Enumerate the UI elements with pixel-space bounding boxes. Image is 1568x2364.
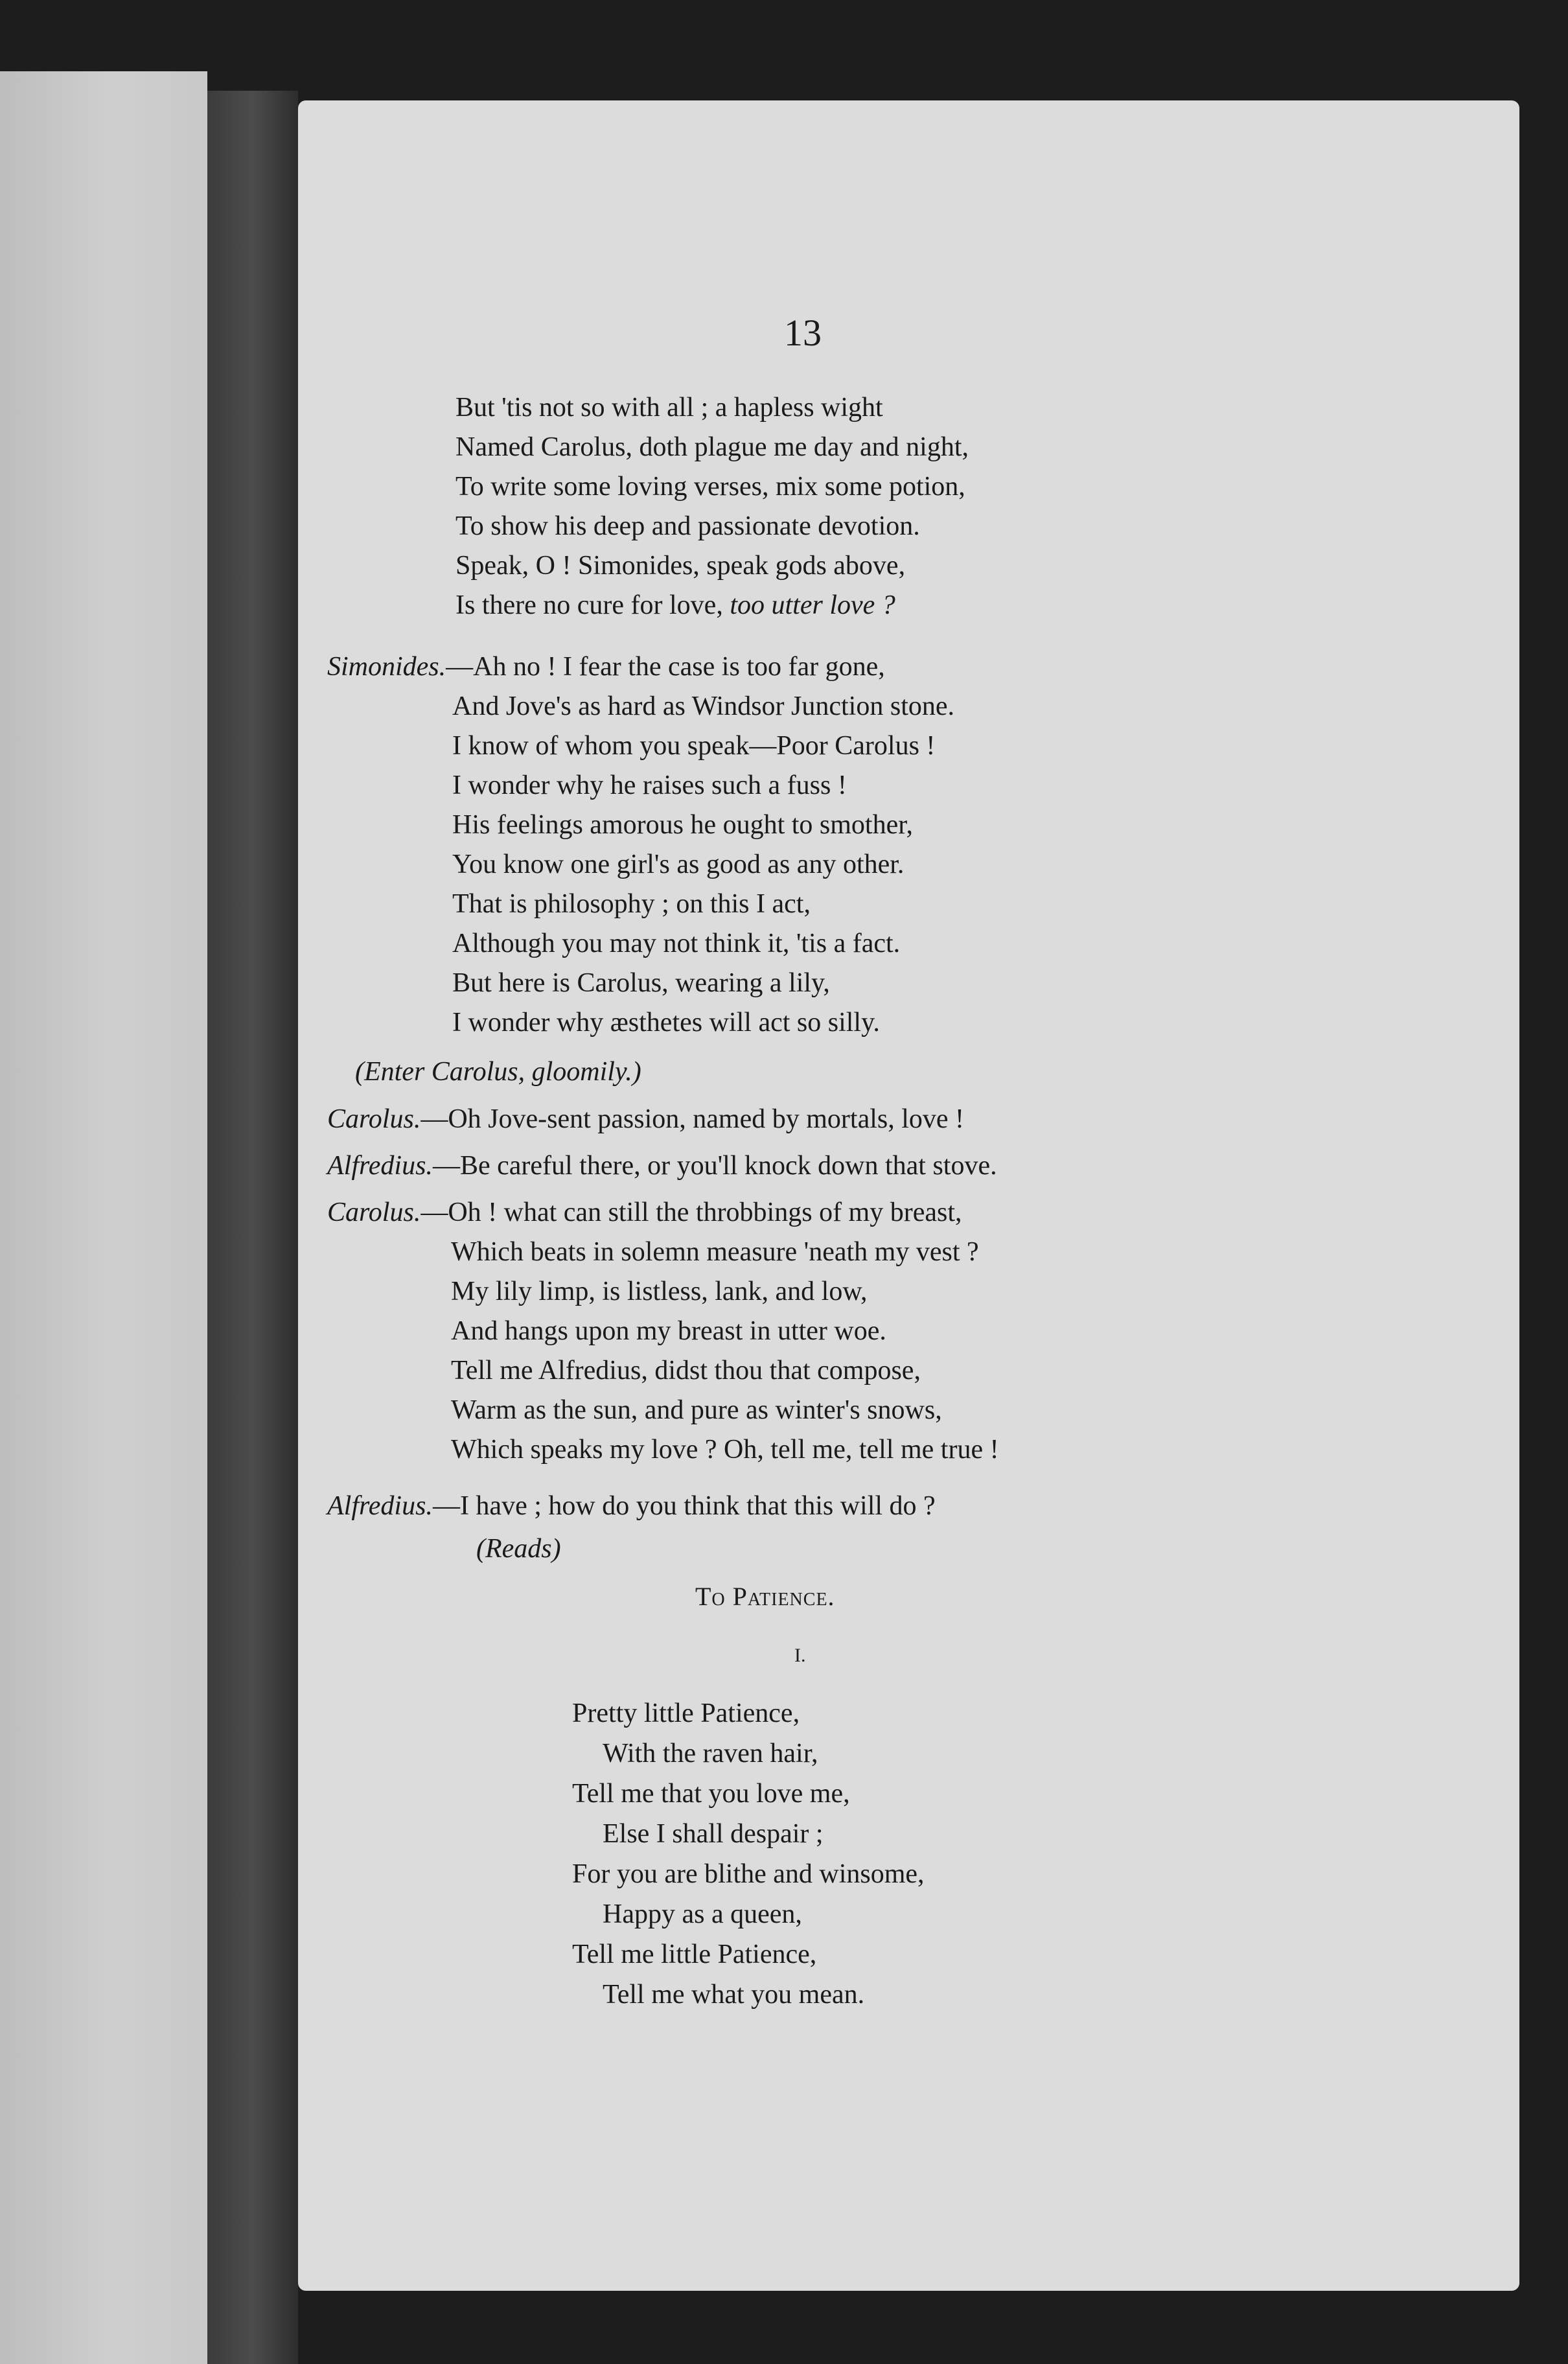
- poem-line: For you are blithe and winsome,: [572, 1859, 925, 1889]
- speaker-name: Alfredius.: [327, 1491, 433, 1521]
- verse-line: I know of whom you speak—Poor Carolus !: [452, 731, 936, 761]
- speaker-name: Simonides.: [327, 652, 446, 682]
- poem-title: [695, 1581, 835, 1612]
- verse-line: [455, 592, 895, 619]
- speech-line: [327, 653, 885, 680]
- verse-line: Named Carolus, doth plague me day and night,: [455, 432, 969, 462]
- verse-line: To show his deep and passionate devotion.: [455, 511, 920, 541]
- speaker-name: Alfredius.: [327, 1151, 433, 1181]
- speech-text: —I have ; how do you think that this will do ?: [432, 1491, 936, 1521]
- speech-line: [327, 1492, 936, 1520]
- poem-line: Else I shall despair ;: [603, 1819, 824, 1849]
- verse-line: And Jove's as hard as Windsor Junction stone.: [452, 691, 955, 721]
- verse-line: My lily limp, is listless, lank, and low,: [451, 1277, 868, 1306]
- speech-line: [327, 1106, 964, 1133]
- verse-line: Which beats in solemn measure 'neath my vest ?: [451, 1237, 979, 1267]
- poem-line: Happy as a queen,: [603, 1899, 802, 1929]
- poem-line: With the raven hair,: [603, 1739, 818, 1768]
- speech-line: [327, 1152, 997, 1179]
- verse-line: His feelings amorous he ought to smother,: [452, 810, 914, 840]
- speech-text: —Oh ! what can still the throbbings of my breast,: [421, 1198, 962, 1227]
- book-page: [298, 100, 1519, 2291]
- page-number: 13: [784, 312, 822, 354]
- verse-line: To write some loving verses, mix some potion,: [455, 472, 965, 502]
- verse-line: Speak, O ! Simonides, speak gods above,: [455, 551, 906, 581]
- verse-line: Tell me Alfredius, didst thou that compose,: [451, 1356, 921, 1385]
- verse-line: I wonder why he raises such a fuss !: [452, 771, 847, 800]
- verse-line: You know one girl's as good as any other.: [452, 850, 905, 879]
- verse-line: And hangs upon my breast in utter woe.: [451, 1316, 886, 1346]
- poem-line: Tell me that you love me,: [572, 1779, 850, 1809]
- verse-line: Warm as the sun, and pure as winter's snows,: [451, 1395, 942, 1425]
- verse-line: But here is Carolus, wearing a lily,: [452, 968, 830, 998]
- speech-text: —Oh Jove-sent passion, named by mortals, love !: [421, 1104, 965, 1134]
- speaker-name: Carolus.: [327, 1104, 421, 1134]
- poem-line: Tell me little Patience,: [572, 1940, 817, 1969]
- speech-text: —Ah no ! I fear the case is too far gone,: [446, 652, 885, 682]
- stage-direction: (Enter Carolus, gloomily.): [355, 1057, 641, 1087]
- poem-line: Pretty little Patience,: [572, 1698, 800, 1728]
- poem-line: Tell me what you mean.: [603, 1980, 865, 2010]
- verse-line: That is philosophy ; on this I act,: [452, 889, 811, 919]
- speaker-name: Carolus.: [327, 1198, 421, 1227]
- speech-text: —Be careful there, or you'll knock down that stove.: [432, 1151, 997, 1181]
- book-gutter: [207, 91, 298, 2364]
- verse-line: But 'tis not so with all ; a hapless wight: [455, 393, 883, 423]
- speech-line: [327, 1199, 962, 1226]
- verse-line: Which speaks my love ? Oh, tell me, tell me true !: [451, 1435, 999, 1465]
- facing-page-edge: [0, 71, 207, 2364]
- verse-italic-text: too utter love ?: [730, 590, 895, 620]
- stage-direction: (Reads): [476, 1534, 561, 1564]
- verse-line: Although you may not think it, 'tis a fact.: [452, 929, 901, 958]
- poem-title-text: To Patience.: [695, 1582, 835, 1611]
- stanza-number: I.: [794, 1645, 806, 1666]
- verse-text: Is there no cure for love,: [455, 590, 730, 620]
- verse-line: I wonder why æsthetes will act so silly.: [452, 1008, 880, 1037]
